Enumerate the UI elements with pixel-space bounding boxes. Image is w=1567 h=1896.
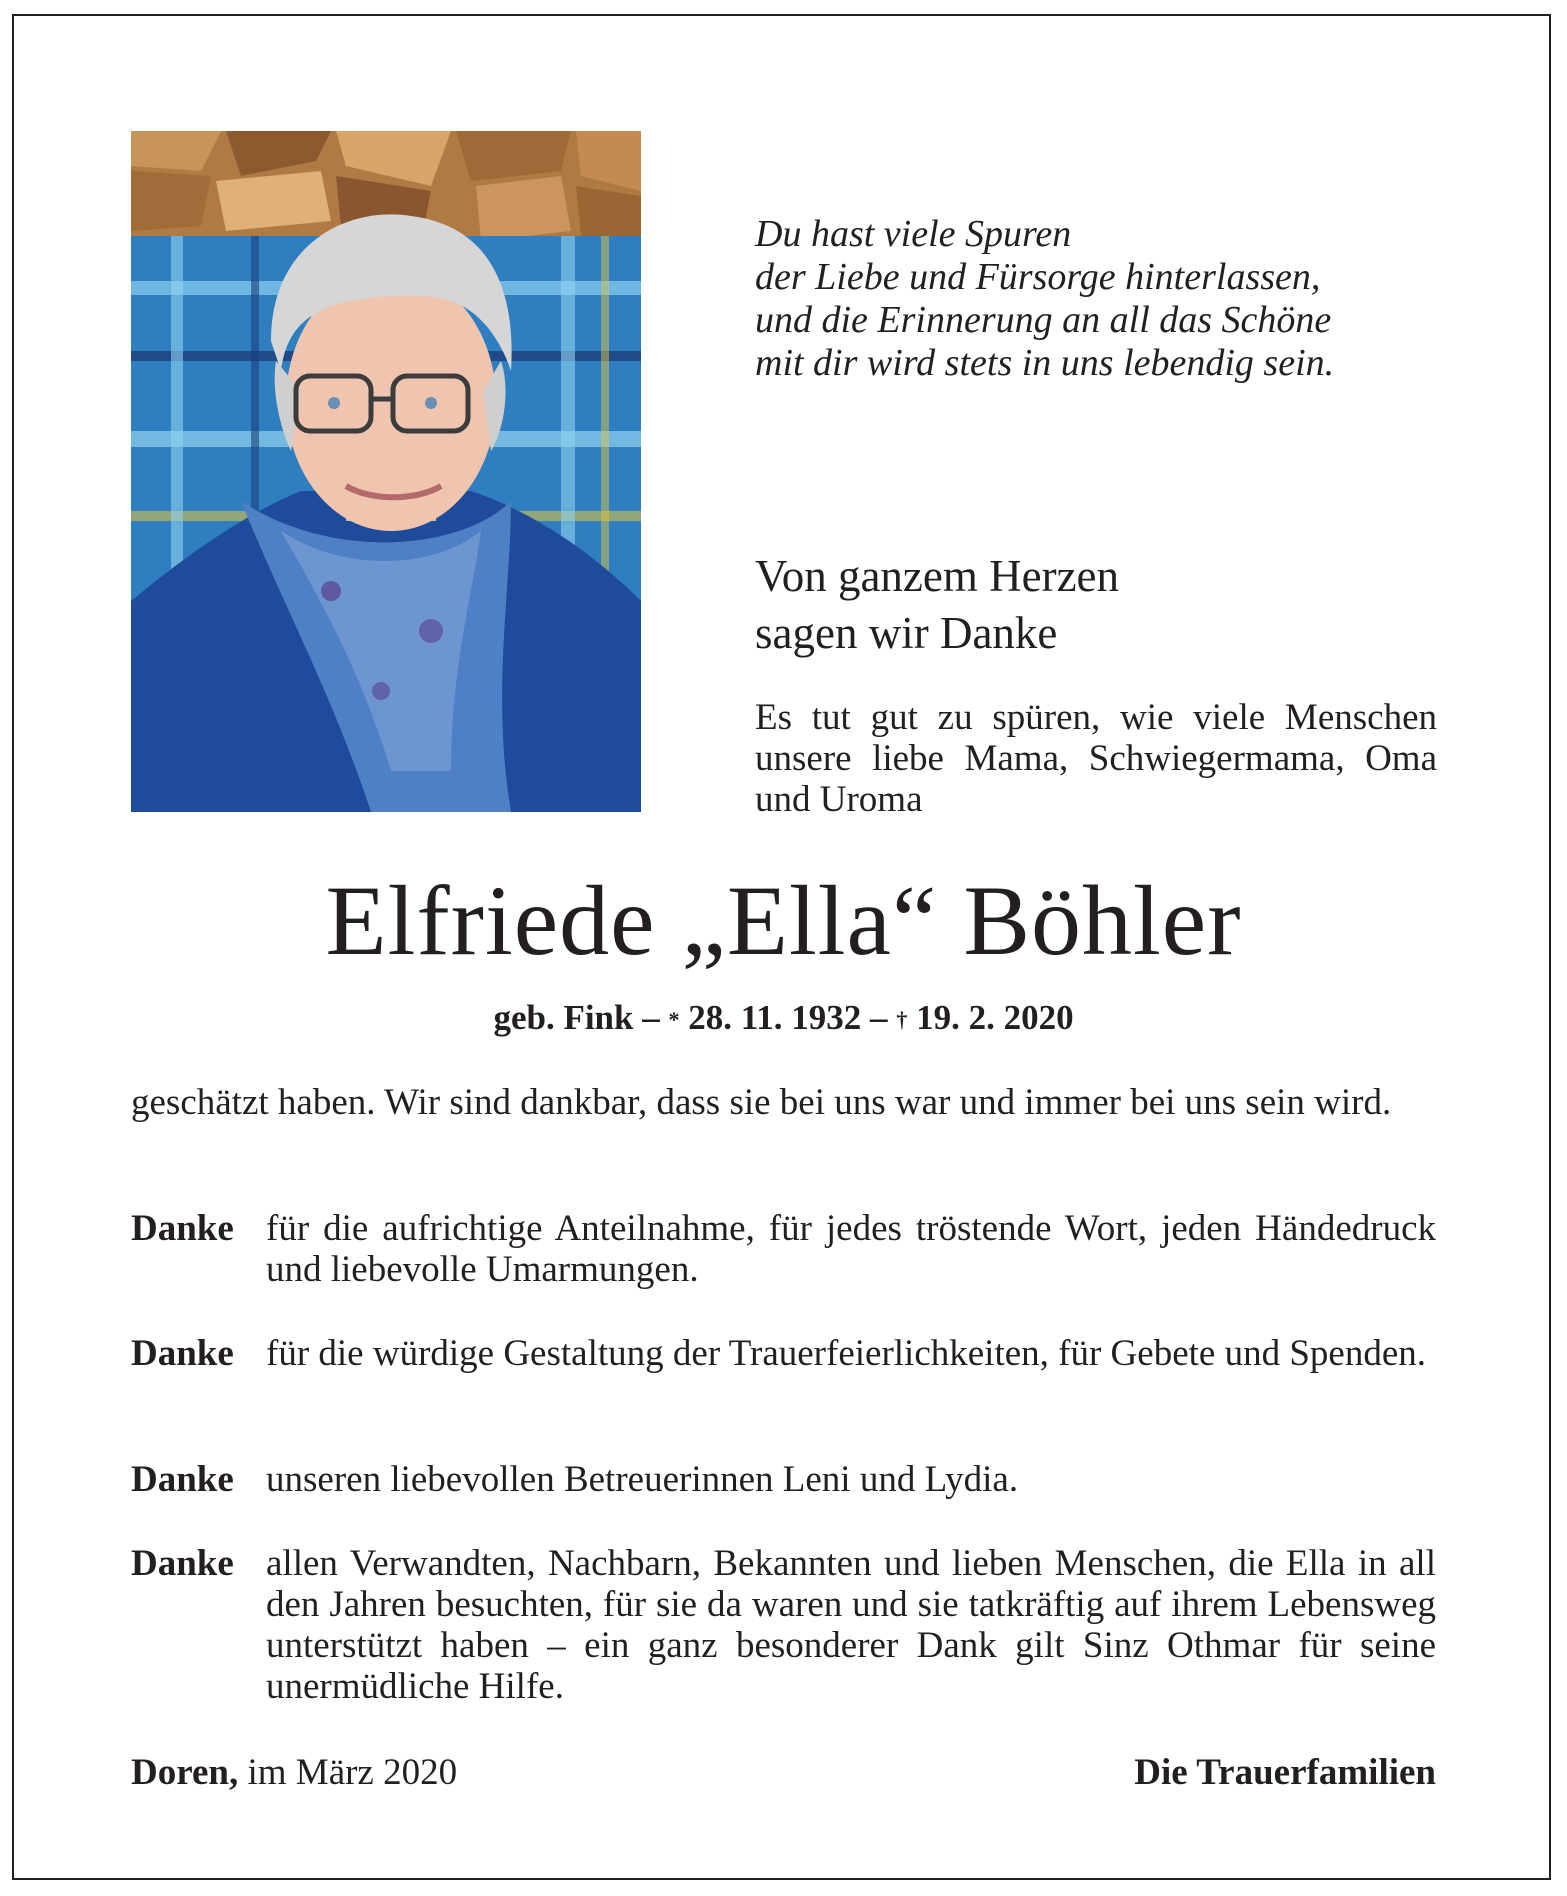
thanks-text: für die aufrichtige Anteilnahme, für jedes tröstende Wort, jeden Händedruck und liebevolle Umarmungen. xyxy=(266,1208,1436,1290)
poem-line: und die Erinnerung an all das Schöne xyxy=(755,299,1332,341)
birth-mark: * xyxy=(668,1007,680,1032)
thanks-text: unseren liebevollen Betreuerinnen Leni und Lydia. xyxy=(266,1459,1019,1500)
thanks-label: Danke xyxy=(131,1543,234,1584)
date: im März 2020 xyxy=(247,1752,458,1793)
thanks-label: Danke xyxy=(131,1333,234,1374)
life-dates xyxy=(0,996,1567,1040)
thanks-text: für die würdige Gestaltung der Trauerfeierlichkeiten, für Gebete und Spenden. xyxy=(266,1333,1426,1374)
memorial-poem xyxy=(755,213,1455,385)
thanks-heading xyxy=(755,548,1455,662)
poem-line: mit dir wird stets in uns lebendig sein. xyxy=(755,342,1335,384)
intro-paragraph: Es tut gut zu spüren, wie viele Menschen unsere liebe Mama, Schwiegermama, Oma und Uroma xyxy=(755,697,1437,820)
thanks-item xyxy=(131,1543,1436,1707)
poem-line: der Liebe und Fürsorge hinterlassen, xyxy=(755,256,1321,298)
portrait-photo xyxy=(131,131,641,812)
death-mark: † xyxy=(896,1007,908,1032)
thanks-heading-line: Von ganzem Herzen xyxy=(755,551,1120,601)
birth-name: geb. Fink – xyxy=(493,998,660,1037)
birth-date: 28. 11. 1932 – xyxy=(688,998,888,1037)
thanks-heading-line: sagen wir Danke xyxy=(755,608,1058,658)
poem-line: Du hast viele Spuren xyxy=(755,213,1072,255)
thanks-item xyxy=(131,1333,1436,1374)
place-date xyxy=(131,1752,457,1793)
thanks-text: allen Verwandten, Nachbarn, Bekannten und lieben Menschen, die Ella in all den Jahren besuchten, für sie da waren und sie tatkräftig auf ihrem Lebensweg unterstützt haben – ein ganz besonderer Dank gilt Sinz Othmar für seine unermüdliche Hilfe. xyxy=(266,1543,1436,1707)
thanks-label: Danke xyxy=(131,1208,234,1249)
place: Doren, xyxy=(131,1752,239,1793)
death-date: 19. 2. 2020 xyxy=(916,998,1074,1037)
thanks-item xyxy=(131,1459,1436,1500)
thanks-item xyxy=(131,1208,1436,1290)
signature: Die Trauerfamilien xyxy=(1134,1752,1436,1793)
continuation-paragraph: geschätzt haben. Wir sind dankbar, dass sie bei uns war und immer bei uns sein wird. xyxy=(131,1082,1392,1123)
thanks-label: Danke xyxy=(131,1459,234,1500)
deceased-name: Elfriede „Ella“ Böhler xyxy=(325,865,1242,976)
